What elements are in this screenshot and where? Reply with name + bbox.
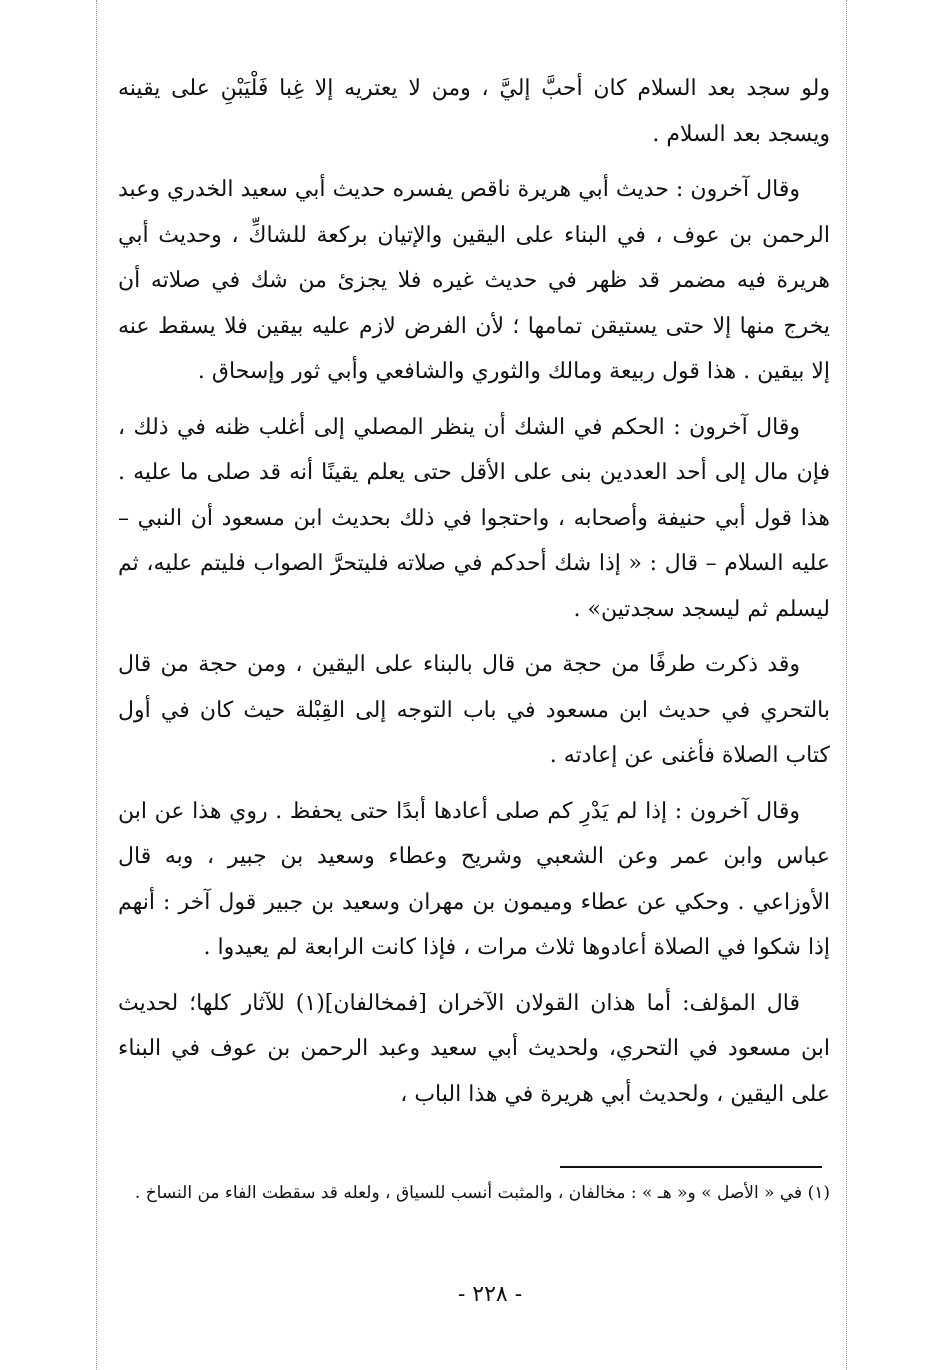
paragraph-1: ولو سجد بعد السلام كان أحبَّ إليَّ ، ومن لا يعتريه إلا غِبا فَلْيَبْنِ على يقينه ويسجد بعد السلام .	[118, 76, 830, 147]
page-number: - ٢٢٨ -	[457, 1282, 523, 1307]
paragraph-4: وقد ذكرت طرفًا من حجة من قال بالبناء على اليقين ، ومن حجة من قال بالتحري في حديث ابن مسعود في باب التوجه إلى القِبْلة حيث كان في أول كتاب الصلاة فأغنى عن إعادته .	[118, 652, 830, 768]
right-margin-guide	[846, 0, 847, 1370]
paragraph-3: وقال آخرون : الحكم في الشك أن ينظر المصلي إلى أغلب ظنه في ذلك ، فإن مال إلى أحد العددين بنى على الأقل حتى يعلم يقينًا أنه قد صلى ما عليه . هذا قول أبي حنيفة وأصحابه ، واحتجوا في ذلك بحديث ابن مسعود أن النبي – عليه السلام – قال : « إذا شك أحدكم في صلاته فليتحرَّ الصواب فليتم عليه، ثم ليسلم ثم ليسجد سجدتين» .	[118, 414, 830, 622]
main-text	[118, 66, 830, 1117]
paragraph-2: وقال آخرون : حديث أبي هريرة ناقص يفسره حديث أبي سعيد الخدري وعبد الرحمن بن عوف ، في البناء على اليقين والإتيان بركعة للشاكِّ ، وحديث أبي هريرة فيه مضمر قد ظهر في حديث غيره فلا يجزئ من شك في صلاته أن يخرج منها إلا حتى يستيقن تمامها ؛ لأن الفرض لازم عليه بيقين فلا يسقط عنه إلا بيقين . هذا قول ربيعة ومالك والثوري والشافعي وأبي ثور وإسحاق .	[118, 177, 830, 384]
footnote: (١) في « الأصل » و« هـ » : مخالفان ، والمثبت أنسب للسياق ، ولعله قد سقطت الفاء من النساخ .	[134, 1183, 830, 1203]
footnote-divider	[560, 1166, 822, 1168]
paragraph-6: قال المؤلف: أما هذان القولان الآخران [فمخالفان](١) للآثار كلها؛ لحديث ابن مسعود في التحري، ولحديث أبي سعيد وعبد الرحمن بن عوف في البناء على اليقين ، ولحديث أبي هريرة في هذا الباب ،	[118, 990, 830, 1107]
paragraph-5: وقال آخرون : إذا لم يَدْرِ كم صلى أعادها أبدًا حتى يحفظ . روي هذا عن ابن عباس وابن عمر وعن الشعبي وشريح وعطاء وسعيد بن جبير ، وبه قال الأوزاعي . وحكي عن عطاء وميمون بن مهران وسعيد بن جبير قول آخر : أنهم إذا شكوا في الصلاة أعادوها ثلاث مرات ، فإذا كانت الرابعة لم يعيدوا .	[118, 798, 830, 960]
left-margin-guide	[96, 0, 97, 1370]
